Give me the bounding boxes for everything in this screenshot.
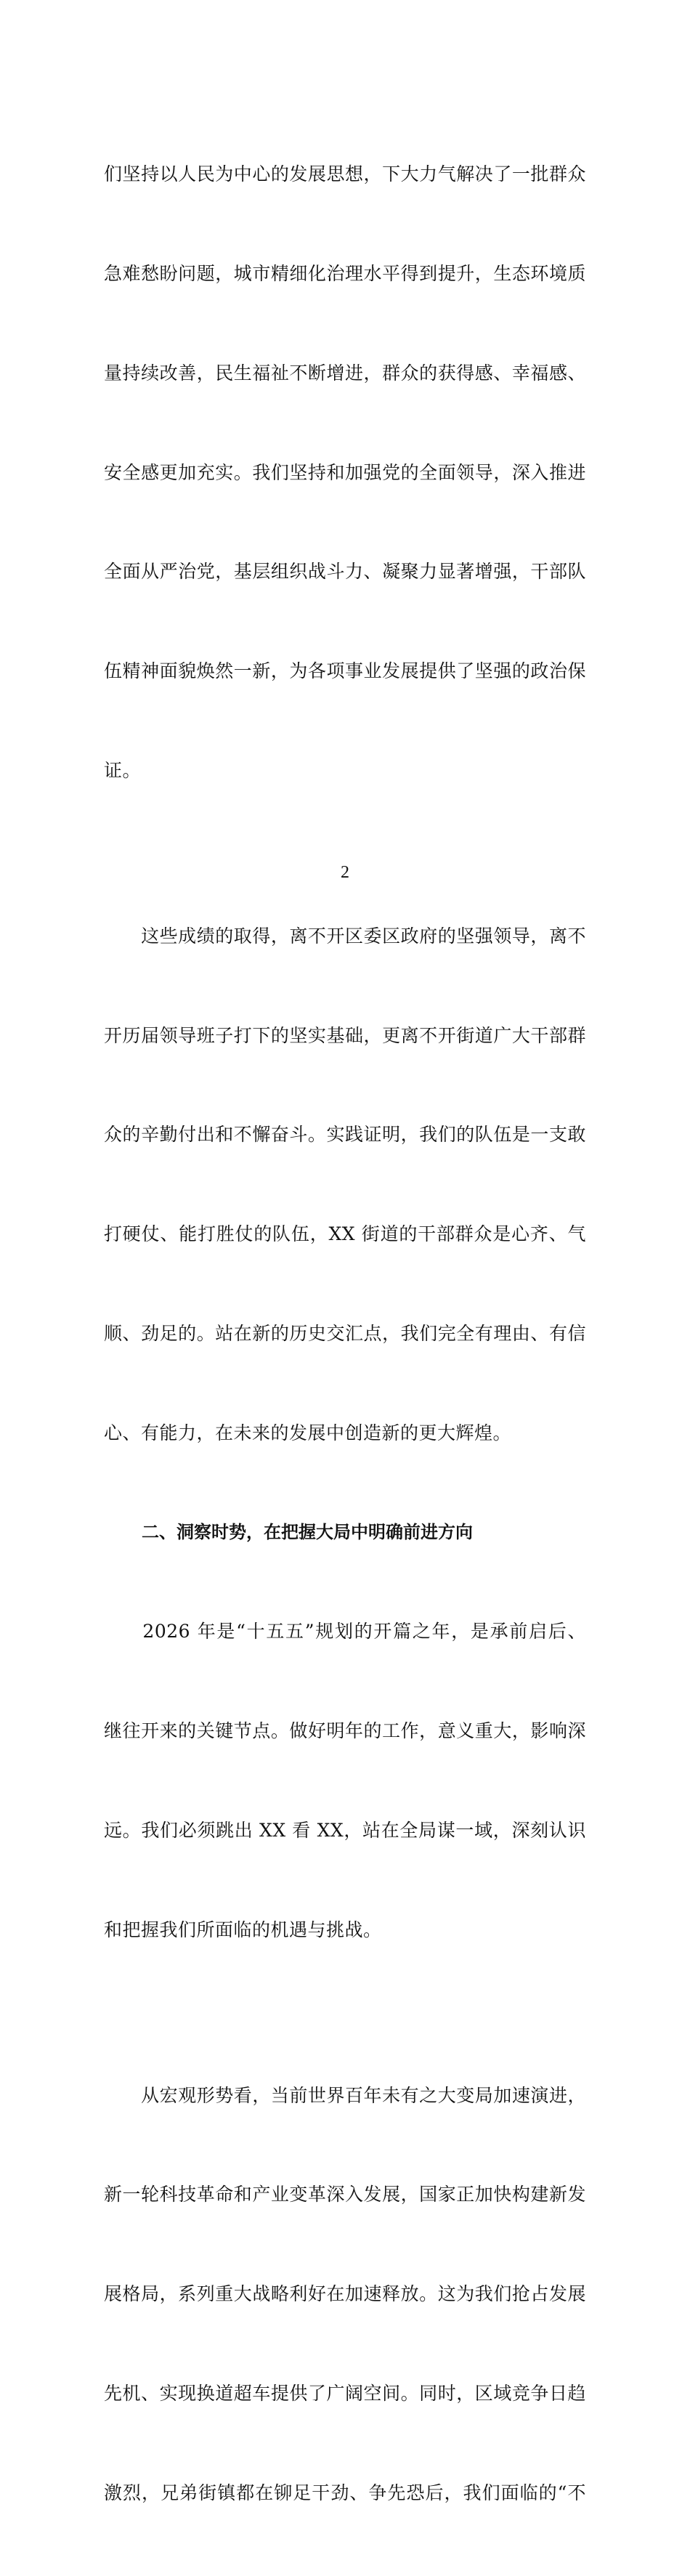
- paragraph-2026-plan: [104, 1549, 586, 2012]
- paragraph-macro-situation: [104, 2012, 586, 2575]
- document-body: [104, 92, 586, 2576]
- text-line: 急难愁盼问题，城市精细化治理水平得到提升，生态环境质: [104, 262, 586, 284]
- text-line: 和把握我们所面临的机遇与挑战。: [104, 1919, 382, 1940]
- text-line: 证。: [104, 759, 142, 781]
- text-line: 量持续改善，民生福祉不断增进，群众的获得感、幸福感、: [104, 362, 586, 384]
- text-line: 开历届领导班子打下的坚实基础，更离不开街道广大干部群: [104, 1024, 586, 1046]
- text-line: 先机、实现换道超车提供了广阔空间。同时，区域竞争日趋: [104, 2382, 586, 2404]
- text-line: 激烈，兄弟街镇都在铆足干劲、争先恐后，我们面临的“不: [104, 2482, 586, 2503]
- text-line: 顺、劲足的。站在新的历史交汇点，我们完全有理由、有信: [104, 1322, 586, 1344]
- text-line: 心、有能力，在未来的发展中创造新的更大辉煌。: [104, 1422, 512, 1443]
- text-line: 众的辛勤付出和不懈奋斗。实践证明，我们的队伍是一支敢: [104, 1124, 586, 1146]
- text-line: 伍精神面貌焕然一新，为各项事业发展提供了坚强的政治保: [104, 660, 586, 682]
- text-line: 展格局，系列重大战略利好在加速释放。这为我们抢占发展: [104, 2283, 586, 2305]
- text-line: 安全感更加充实。我们坚持和加强党的全面领导，深入推进: [104, 461, 586, 483]
- text-line: 2026 年是“十五五”规划的开篇之年，是承前启后、: [104, 1621, 586, 1643]
- text-line: 新一轮科技革命和产业变革深入发展，国家正加快构建新发: [104, 2184, 586, 2206]
- paragraph-achievements-credit: [104, 854, 586, 1516]
- text-line: 继往开来的关键节点。做好明年的工作，意义重大，影响深: [104, 1720, 586, 1742]
- text-line: 们坚持以人民为中心的发展思想，下大力气解决了一批群众: [104, 163, 586, 185]
- text-line: 远。我们必须跳出 XX 看 XX，站在全局谋一域，深刻认识: [104, 1819, 586, 1841]
- text-line: 打硬仗、能打胜仗的队伍，XX 街道的干部群众是心齐、气: [104, 1223, 586, 1245]
- section-heading: 二、洞察时势，在把握大局中明确前进方向: [142, 1521, 473, 1542]
- text-line: 从宏观形势看，当前世界百年未有之大变局加速演进，: [104, 2084, 586, 2106]
- paragraph-achievements-continued: [104, 92, 586, 854]
- text-line: 全面从严治党，基层组织战斗力、凝聚力显著增强，干部队: [104, 561, 586, 583]
- page-number: 2: [341, 863, 349, 882]
- text-line: 这些成绩的取得，离不开区委区政府的坚强领导，离不: [104, 925, 586, 947]
